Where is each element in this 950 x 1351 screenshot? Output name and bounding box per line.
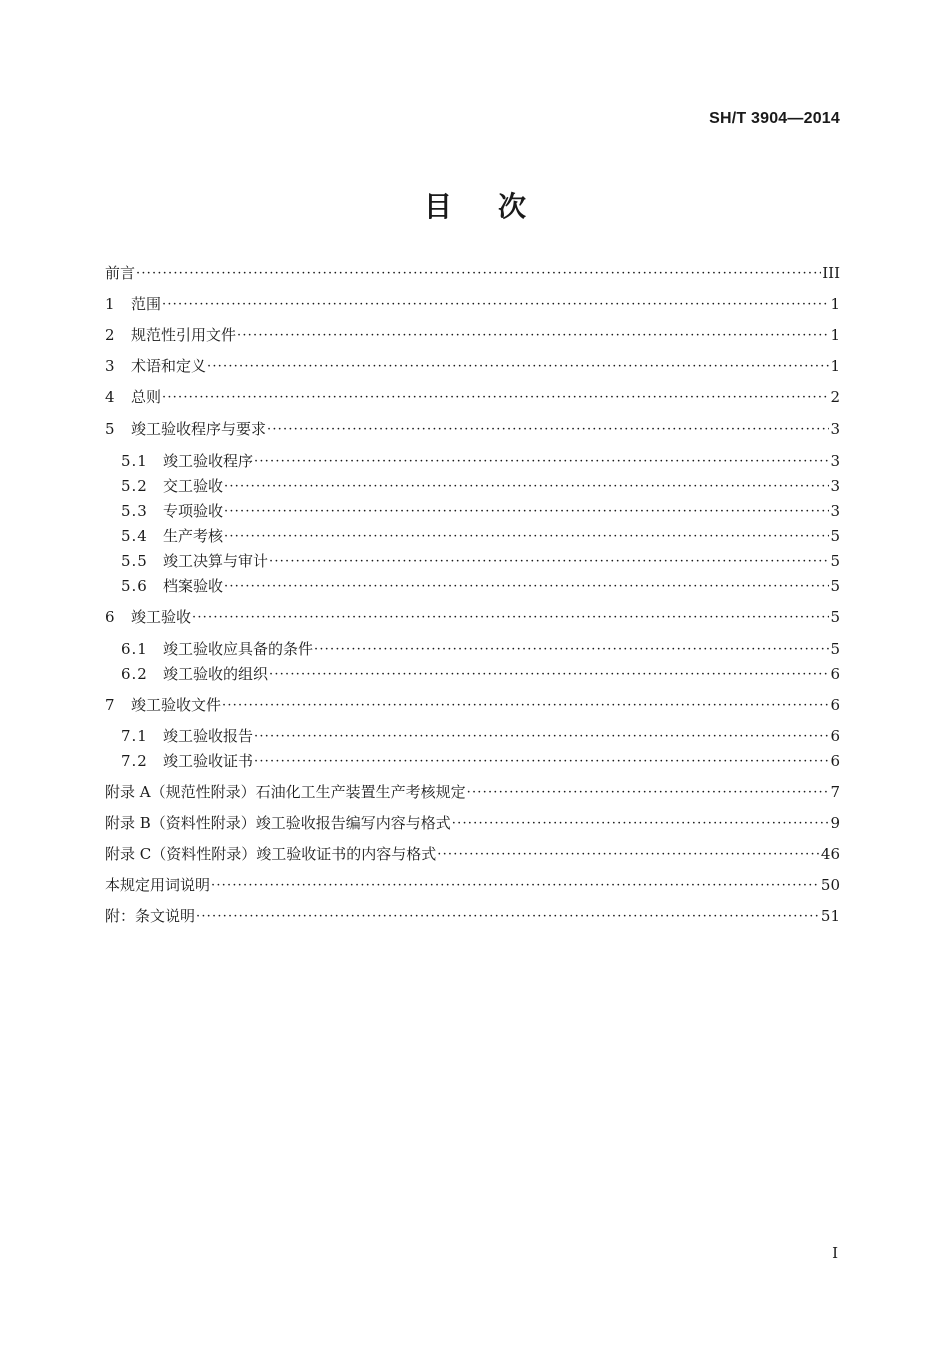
footer-page-number: I <box>832 1244 838 1262</box>
toc-entry-label: 竣工验收程序与要求 <box>131 420 267 438</box>
toc-entry-page: 1 <box>830 326 840 344</box>
toc-leader-dots <box>211 874 820 896</box>
toc-leader-dots <box>207 355 829 377</box>
toc-entry[interactable] <box>121 575 840 597</box>
toc-entry-label: 竣工验收 <box>131 608 192 626</box>
toc-entry-number: 5.1 <box>121 452 148 470</box>
toc-leader-dots <box>162 386 829 408</box>
toc-entry-label: 生产考核 <box>163 527 224 545</box>
toc-entry-number: 7.1 <box>121 727 148 745</box>
toc-entry-page: 5 <box>830 608 840 626</box>
toc-entry[interactable] <box>105 843 840 865</box>
toc-entry-number: 1 <box>105 295 115 313</box>
toc-entry-label: 附：条文说明 <box>105 907 196 925</box>
toc-entry-number: 5.5 <box>121 552 148 570</box>
toc-entry-page: 6 <box>830 696 840 714</box>
toc-entry-label: 总则 <box>131 388 162 406</box>
toc-entry-number: 5.2 <box>121 477 148 495</box>
toc-entry[interactable] <box>105 418 840 440</box>
toc-leader-dots <box>224 500 829 522</box>
toc-entry-page: 5 <box>830 640 840 658</box>
toc-entry-label: 交工验收 <box>163 477 224 495</box>
toc-entry[interactable] <box>121 450 840 472</box>
toc-leader-dots <box>136 262 821 284</box>
toc-entry-label: 附录 B（资料性附录）竣工验收报告编写内容与格式 <box>105 814 451 832</box>
toc-entry[interactable] <box>105 694 840 716</box>
document-code: SH/T 3904—2014 <box>709 110 840 127</box>
toc-entry[interactable] <box>121 750 840 772</box>
toc-leader-dots <box>254 725 829 747</box>
toc-leader-dots <box>162 293 829 315</box>
toc-leader-dots <box>192 606 829 628</box>
toc-entry-label: 竣工验收程序 <box>163 452 254 470</box>
toc-entry-number: 5 <box>105 420 115 438</box>
toc-leader-dots <box>254 750 829 772</box>
toc-entry-page: 51 <box>820 907 840 925</box>
toc-entry[interactable] <box>105 355 840 377</box>
toc-leader-dots <box>269 550 829 572</box>
toc-entry-number: 6.2 <box>121 665 148 683</box>
toc-leader-dots <box>452 812 830 834</box>
toc-entry-label: 前言 <box>105 264 136 282</box>
toc-entry-page: 50 <box>820 876 840 894</box>
toc-entry[interactable] <box>121 663 840 685</box>
toc-entry[interactable] <box>105 386 840 408</box>
toc-entry-page: 6 <box>830 665 840 683</box>
toc-entry-number: 6 <box>105 608 115 626</box>
toc-entry-number: 4 <box>105 388 115 406</box>
toc-entry-page: 6 <box>830 752 840 770</box>
toc-entry-number: 5.4 <box>121 527 148 545</box>
toc-entry-page: 5 <box>830 552 840 570</box>
toc-entry-page: 2 <box>830 388 840 406</box>
toc-entry-label: 竣工决算与审计 <box>163 552 269 570</box>
toc-entry-label: 附录 C（资料性附录）竣工验收证书的内容与格式 <box>105 845 437 863</box>
toc-leader-dots <box>254 450 829 472</box>
toc-entry[interactable] <box>105 781 840 803</box>
toc-leader-dots <box>269 663 829 685</box>
toc-entry[interactable] <box>105 812 840 834</box>
toc-entry-number: 2 <box>105 326 115 344</box>
toc-entry[interactable] <box>121 475 840 497</box>
toc-leader-dots <box>222 694 829 716</box>
toc-leader-dots <box>224 475 829 497</box>
toc-entry-page: 46 <box>820 845 840 863</box>
toc-entry-page: 7 <box>830 783 840 801</box>
toc-entry-label: 竣工验收证书 <box>163 752 254 770</box>
toc-entry-label: 专项验收 <box>163 502 224 520</box>
toc-entry-number: 5.3 <box>121 502 148 520</box>
toc-entry-page: 3 <box>830 420 840 438</box>
toc-leader-dots <box>224 575 829 597</box>
toc-entry-label: 范围 <box>131 295 162 313</box>
toc-entry-label: 本规定用词说明 <box>105 876 211 894</box>
toc-entry-page: III <box>822 264 840 282</box>
page-title: 目次 <box>423 190 572 223</box>
toc-entry-label: 档案验收 <box>163 577 224 595</box>
toc-entry-number: 7.2 <box>121 752 148 770</box>
toc-leader-dots <box>196 905 820 927</box>
toc-leader-dots <box>314 638 829 660</box>
toc-entry-number: 3 <box>105 357 115 375</box>
toc-entry-page: 3 <box>830 502 840 520</box>
toc-entry-page: 3 <box>830 452 840 470</box>
toc-entry[interactable] <box>121 525 840 547</box>
toc-entry-number: 7 <box>105 696 115 714</box>
toc-entry[interactable] <box>105 905 840 927</box>
toc-leader-dots <box>237 324 829 346</box>
toc-entry-label: 竣工验收的组织 <box>163 665 269 683</box>
toc-entry-label: 竣工验收文件 <box>131 696 222 714</box>
toc-entry-label: 附录 A（规范性附录）石油化工生产装置生产考核规定 <box>105 783 466 801</box>
toc-entry-number: 5.6 <box>121 577 148 595</box>
toc-entry[interactable] <box>121 638 840 660</box>
toc-entry-page: 9 <box>830 814 840 832</box>
toc-entry-label: 竣工验收报告 <box>163 727 254 745</box>
toc-entry[interactable] <box>105 324 840 346</box>
toc-entry[interactable] <box>105 606 840 628</box>
toc-entry-label: 术语和定义 <box>131 357 207 375</box>
toc-entry-page: 5 <box>830 527 840 545</box>
toc-leader-dots <box>467 781 830 803</box>
toc-entry-page: 1 <box>830 295 840 313</box>
toc-entry-page: 6 <box>830 727 840 745</box>
toc-entry[interactable] <box>121 550 840 572</box>
toc-leader-dots <box>437 843 820 865</box>
toc-entry-page: 1 <box>830 357 840 375</box>
toc-entry[interactable] <box>105 874 840 896</box>
toc-entry-page: 5 <box>830 577 840 595</box>
toc-entry[interactable] <box>121 500 840 522</box>
toc-leader-dots <box>267 418 829 440</box>
toc-entry-label: 竣工验收应具备的条件 <box>163 640 314 658</box>
toc-entry-label: 规范性引用文件 <box>131 326 237 344</box>
toc-leader-dots <box>224 525 829 547</box>
toc-entry[interactable] <box>105 293 840 315</box>
toc-entry[interactable] <box>105 262 840 284</box>
toc-entry-page: 3 <box>830 477 840 495</box>
toc-entry[interactable] <box>121 725 840 747</box>
toc-entry-number: 6.1 <box>121 640 148 658</box>
